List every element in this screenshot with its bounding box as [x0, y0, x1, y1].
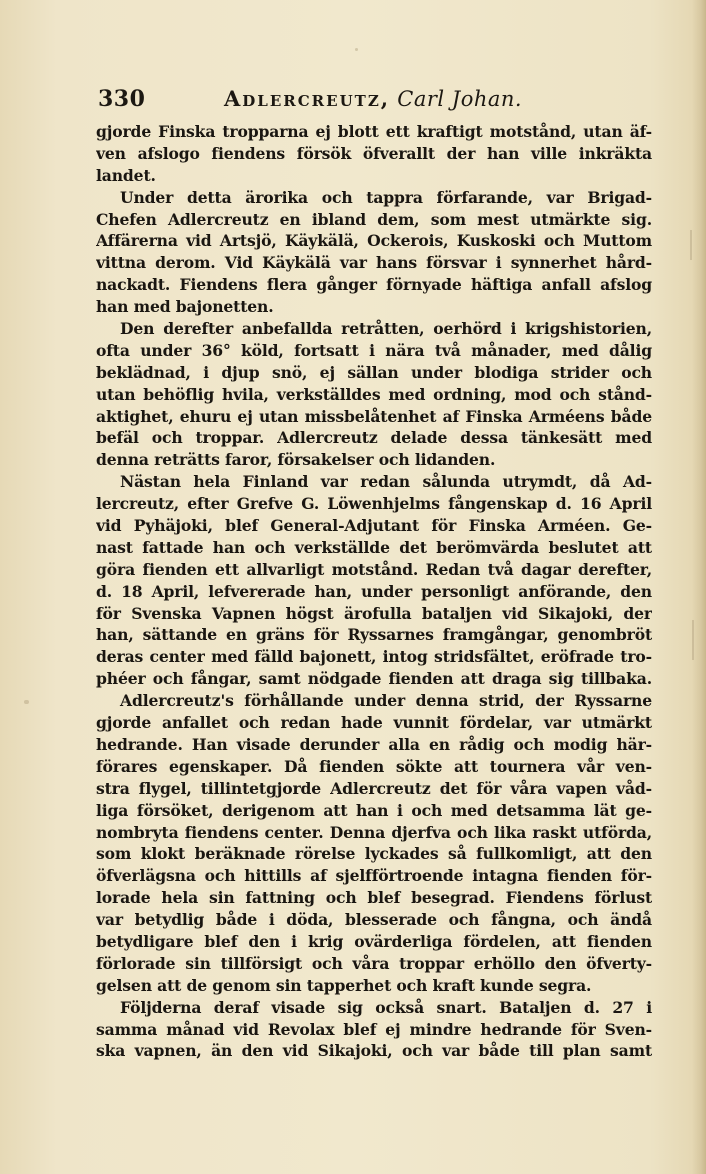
text-line: lercreutz, efter Grefve G. Löwenhjelms fångenskap d. 16 April: [96, 494, 652, 514]
text-line: Adlercreutz's förhållande under denna strid, der Ryssarne: [120, 691, 652, 711]
text-line: Chefen Adlercreutz en ibland dem, som mest utmärkte sig.: [96, 209, 652, 229]
page-header: [96, 82, 566, 114]
running-head-given: Carl Johan.: [397, 87, 523, 111]
text-line: betydligare blef den i krig ovärderliga fördelen, att fienden: [96, 931, 652, 951]
text-line: deras center med fälld bajonett, intog stridsfältet, eröfrade tro-: [96, 647, 652, 667]
text-line: Nästan hela Finland var redan sålunda utrymdt, då Ad-: [120, 472, 652, 492]
running-head-name: Adlercreutz,: [224, 86, 391, 111]
text-line: Den derefter anbefallda retråtten, oerhörd i krigshistorien,: [120, 319, 652, 339]
body-text: [96, 121, 652, 1062]
text-line: aktighet, ehuru ej utan missbelåtenhet af Finska Arméens både: [96, 406, 652, 426]
text-line: utan behöflig hvila, verkställdes med ordning, mod och stånd-: [96, 384, 652, 404]
text-line: stra flygel, tillintetgjorde Adlercreutz det för våra vapen våd-: [96, 778, 652, 798]
text-line: Följderna deraf visade sig också snart. Bataljen d. 27 i: [120, 997, 652, 1017]
text-line: för Svenska Vapnen högst ärofulla bataljen vid Sikajoki, der: [96, 603, 652, 623]
text-line: förares egenskaper. Då fienden sökte att tournera vår ven-: [96, 756, 652, 776]
text-line: förlorade sin tillförsigt och våra troppar erhöllo den öfverty-: [96, 953, 652, 973]
page-edge: [692, 0, 706, 1174]
text-line: som klokt beräknade rörelse lyckades så fullkomligt, att den: [96, 844, 652, 864]
text-line: han med bajonetten.: [96, 297, 274, 317]
text-line: d. 18 April, lefvererade han, under personligt anförande, den: [96, 581, 652, 601]
stain-mark: [24, 700, 29, 704]
text-line: denna reträtts faror, försakelser och lidanden.: [96, 450, 496, 470]
text-line: vid Pyhäjoki, blef General-Adjutant för Finska Arméen. Ge-: [96, 516, 652, 536]
text-line: vittna derom. Vid Käykälä var hans försvar i synnerhet hård-: [96, 253, 652, 273]
text-line: liga försöket, derigenom att han i och med detsamma lät ge-: [96, 800, 652, 820]
stain-mark: [690, 230, 692, 260]
text-line: samma månad vid Revolax blef ej mindre hedrande för Sven-: [96, 1019, 652, 1039]
text-line: han, sättande en gräns för Ryssarnes framgångar, genombröt: [96, 625, 652, 645]
text-line: Under detta ärorika och tappra förfarande, var Brigad-: [120, 187, 652, 207]
stain-mark: [692, 620, 694, 660]
text-line: gjorde Finska tropparna ej blott ett kraftigt motstånd, utan äf-: [96, 122, 652, 141]
text-line: lorade hela sin fattning och blef besegrad. Fiendens förlust: [96, 888, 652, 908]
stain-mark: [355, 48, 358, 51]
text-line: phéer och fångar, samt nödgade fienden att draga sig tillbaka.: [96, 669, 652, 689]
text-line: gjorde anfallet och redan hade vunnit fördelar, var utmärkt: [96, 713, 652, 733]
text-line: nackadt. Fiendens flera gånger förnyade häftiga anfall afslog: [96, 275, 652, 295]
text-line: beklädnad, i djup snö, ej sällan under blodiga strider och: [96, 362, 652, 382]
text-line: befäl och troppar. Adlercreutz delade dessa tänkesätt med: [96, 428, 652, 448]
text-line: nast fattade han och verkställde det berömvärda beslutet att: [96, 537, 652, 557]
text-line: gelsen att de genom sin tapperhet och kraft kunde segra.: [96, 975, 592, 995]
page-number: 330: [98, 86, 146, 112]
text-line: ven afslogo fiendens försök öfverallt der han ville inkräkta: [96, 143, 652, 163]
text-line: Affärerna vid Artsjö, Käykälä, Ockerois, Kuskoski och Muttom: [96, 231, 652, 251]
text-line: ska vapnen, än den vid Sikajoki, och var både till plan samt: [96, 1041, 652, 1061]
text-line: göra fienden ett allvarligt motstånd. Redan två dagar derefter,: [96, 559, 652, 579]
text-line: landet.: [96, 165, 156, 185]
text-line: nombryta fiendens center. Denna djerfva och lika raskt utförda,: [96, 822, 652, 842]
text-line: öfverlägsna och hittills af sjelfförtroende intagna fienden för-: [96, 866, 652, 886]
text-line: hedrande. Han visade derunder alla en rådig och modig här-: [96, 734, 652, 754]
text-line: ofta under 36° köld, fortsatt i nära två månader, med dålig: [96, 340, 652, 360]
text-line: var betydlig både i döda, blesserade och fångna, och ändå: [96, 910, 652, 930]
running-head: [224, 86, 522, 111]
